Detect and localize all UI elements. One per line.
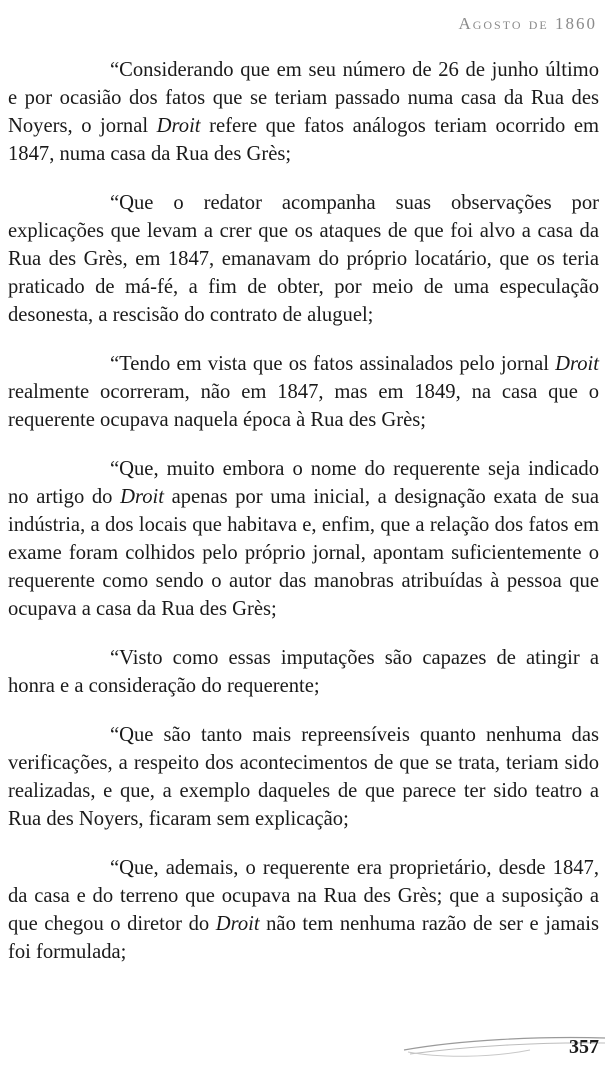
italic-journal-name: Droit (555, 353, 599, 375)
text-segment: “Que, ademais, o requerente era proprietário, desde 1847, da casa e do terreno que ocupava na Rua des Grès; que a suposição a que chegou o diretor do (8, 857, 599, 935)
italic-journal-name: Droit (215, 913, 260, 935)
paragraph-2 (8, 189, 599, 329)
paragraph-7 (8, 854, 599, 966)
italic-journal-name: Droit (156, 115, 201, 137)
italic-journal-name: Droit (120, 486, 164, 508)
text-segment: “Que são tanto mais repreensíveis quanto nenhuma das verificações, a respeito dos acontecimentos de que se trata, teriam sido realizadas, e que, a exemplo daqueles de que parece ter sido teatro a Rua des Noyers, ficaram sem explicação; (8, 724, 599, 830)
text-segment: “Visto como essas imputações são capazes de atingir a honra e a consideração do requerente; (8, 647, 599, 697)
running-header: Agosto de 1860 (458, 14, 597, 33)
text-segment: não tem nenhuma razão de ser e jamais foi formulada; (8, 913, 599, 963)
text-segment: realmente ocorreram, não em 1847, mas em 1849, na casa que o requerente ocupava naquela época à Rua des Grès; (8, 381, 599, 431)
text-segment: “Considerando que em seu número de 26 de junho último e por ocasião dos fatos que se teriam passado numa casa da Rua des Noyers, o jornal (8, 59, 599, 137)
page-body (8, 56, 599, 987)
text-segment: refere que fatos análogos teriam ocorrido em 1847, numa casa da Rua des Grès; (8, 115, 600, 165)
paragraph-4 (8, 455, 599, 623)
text-segment: “Tendo em vista que os fatos assinalados pelo jornal (110, 353, 556, 375)
paragraph-1 (8, 56, 599, 168)
paragraph-3 (8, 350, 599, 434)
text-segment: “Que, muito embora o nome do requerente seja indicado no artigo do (8, 458, 599, 508)
text-segment: “Que o redator acompanha suas observações por explicações que levam a crer que os ataques de que foi alvo a casa da Rua des Grès, em 1847, emanavam do próprio locatário, que os teria praticado de má-fé, a fim de obter, por meio de uma especulação desonesta, a rescisão do contrato de aluguel; (8, 192, 599, 326)
paragraph-5 (8, 644, 599, 700)
paragraph-6 (8, 721, 599, 833)
text-segment: apenas por uma inicial, a designação exata de sua indústria, a dos locais que habitava e, enfim, que a relação dos fatos em exame foram colhidos pelo próprio jornal, apontam suficientemente o requerente como sendo o autor das manobras atribuídas à pessoa que ocupava a casa da Rua des Grès; (8, 486, 600, 620)
page-number: 357 (569, 1036, 599, 1058)
